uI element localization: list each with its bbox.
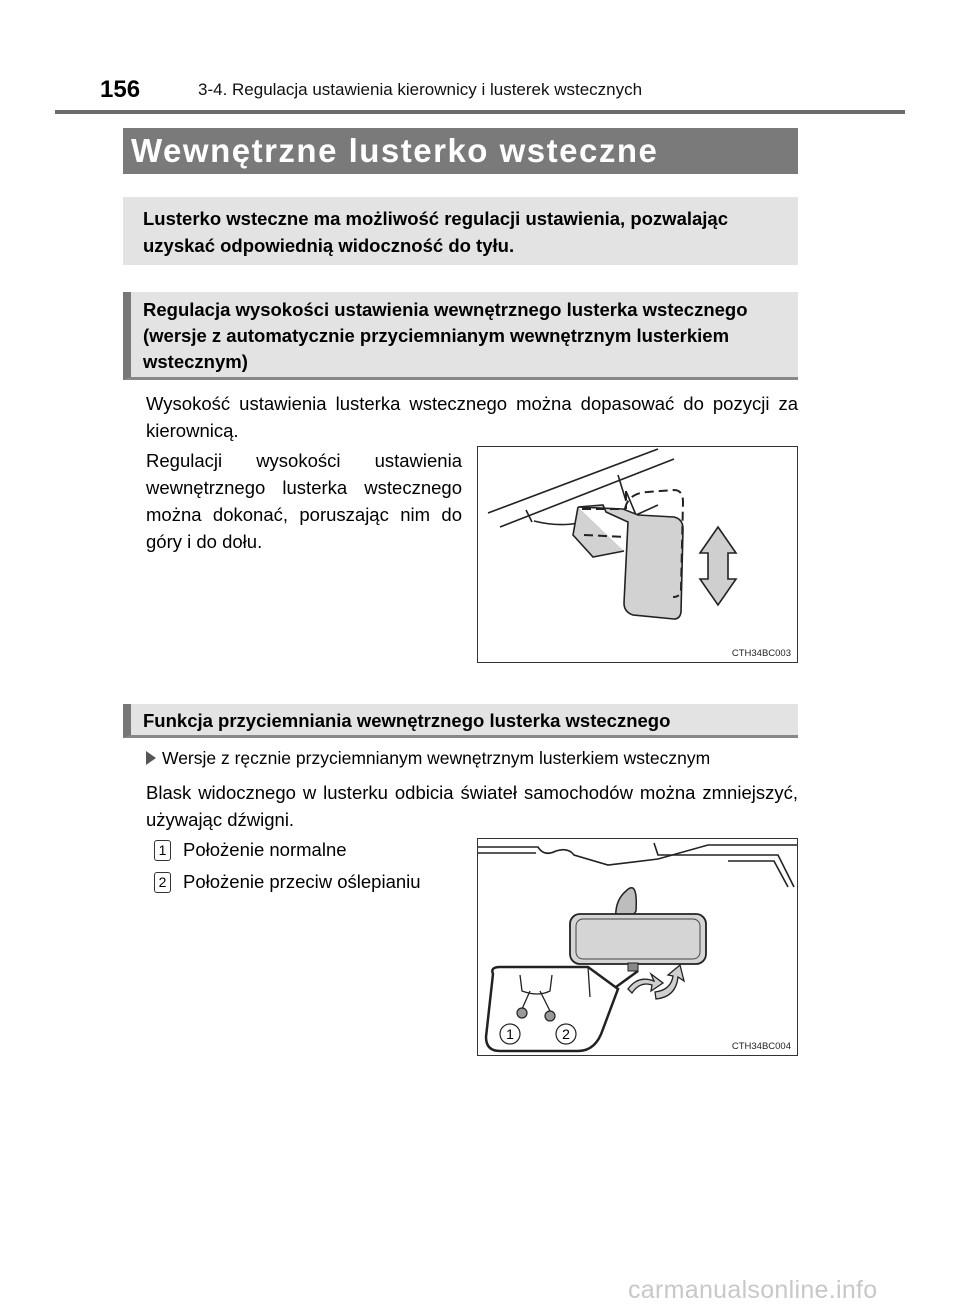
callout-2: 2 — [562, 1026, 570, 1042]
running-head: 3-4. Regulacja ustawienia kierownicy i lusterek wstecznych — [198, 80, 643, 99]
dimming-paragraph: Blask widocznego w lusterku odbicia świateł samochodów można zmniejszyć, używając dźwigni. — [146, 782, 798, 830]
figure-mirror-dimming-lever — [477, 838, 798, 1056]
figure-code: CTH34BC003 — [731, 648, 791, 659]
list-item — [154, 868, 421, 895]
bullet-triangle-icon — [146, 751, 156, 765]
page-title: Wewnętrzne lusterko wsteczne — [123, 128, 798, 174]
section-heading-height-adjust: Regulacja wysokości ustawienia wewnętrznego lusterka wstecznego (wersje z automatycznie przyciemnianym wewnętrznym lusterkiem wstecznym) — [123, 292, 798, 380]
header-rule — [55, 110, 905, 114]
manual-dimming-bullet — [146, 745, 798, 772]
figure-mirror-height — [477, 446, 798, 663]
mirror-height-illustration — [478, 447, 797, 662]
item-label: Położenie normalne — [183, 839, 347, 860]
item-label: Położenie przeciw oślepianiu — [183, 871, 421, 892]
figure-code: CTH34BC004 — [731, 1041, 791, 1052]
list-item — [154, 836, 347, 863]
callout-1: 1 — [506, 1026, 514, 1042]
section-heading-dimming: Funkcja przyciemniania wewnętrznego lusterka wstecznego — [123, 704, 798, 738]
height-adjust-paragraph: Wysokość ustawienia lusterka wstecznego można dopasować do pozycji za kierownicą. — [146, 393, 798, 441]
watermark: carmanualsonline.info — [628, 1276, 878, 1304]
item-number: 2 — [154, 872, 171, 893]
item-number: 1 — [154, 840, 171, 861]
intro-box: Lusterko wsteczne ma możliwość regulacji ustawienia, pozwalając uzyskać odpowiednią widoczność do tyłu. — [123, 197, 798, 265]
height-adjust-instruction: Regulacji wysokości ustawienia wewnętrznego lusterka wstecznego można dokonać, poruszając nim do góry i do dołu. — [146, 450, 462, 552]
page-number: 156 — [100, 76, 141, 103]
mirror-dimming-illustration — [478, 839, 797, 1055]
bullet-text: Wersje z ręcznie przyciemnianym wewnętrznym lusterkiem wstecznym — [162, 748, 711, 768]
